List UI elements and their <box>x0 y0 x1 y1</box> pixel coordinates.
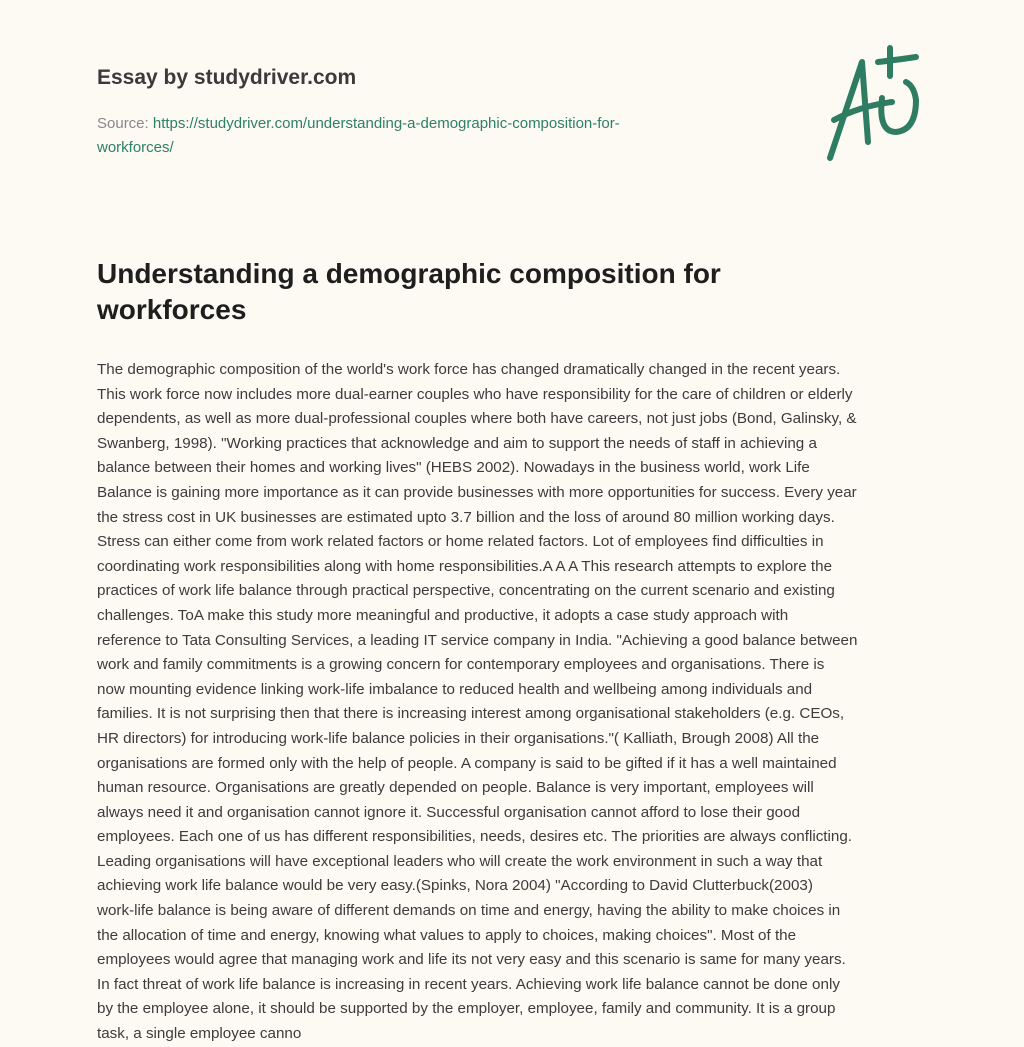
body-text-line: human resource. Organisations are greatly depended on people. Balance is very important, employees will <box>97 779 814 797</box>
body-text-line: Balance is gaining more importance as it can provide businesses with more opportunities for success. Every year <box>97 483 857 501</box>
source-link-line2: workforces/ <box>97 139 174 156</box>
body-text-line: organisations are formed only with the help of people. A company is said to be gifted if it has a well maintained <box>97 754 837 772</box>
body-text-line: Stress can either come from work related factors or home related factors. Lot of employees find difficulties in <box>97 533 824 551</box>
body-text-line: The demographic composition of the world's work force has changed dramatically changed in the recent years. <box>97 361 841 378</box>
body-text-line: work and family commitments is a growing concern for contemporary employees and organisations. There is <box>97 656 825 674</box>
body-text-line: practices of work life balance through practical perspective, concentrating on the current scenario and existing <box>97 582 835 600</box>
source-line <box>97 112 717 160</box>
body-text-line: Swanberg, 1998). "Working practices that acknowledge and aim to support the needs of staff in achieving a <box>97 434 817 452</box>
source-link[interactable] <box>97 115 620 156</box>
article-body <box>97 358 937 1047</box>
body-text-line: balance between their homes and working lives" (HEBS 2002). Nowadays in the business world, work Life <box>97 459 810 477</box>
a-plus-logo-icon <box>820 40 930 165</box>
title-line: Understanding a demographic composition for <box>97 258 721 289</box>
body-text-line: coordinating work responsibilities along with home responsibilities.A A A This research attempts to explore the <box>97 557 833 575</box>
body-text-line: task, a single employee canno <box>97 1025 302 1043</box>
body-text-line: achieving work life balance would be very easy.(Spinks, Nora 2004) "According to David Clutterbuck(2003) <box>97 877 813 895</box>
body-text-line: employees. Each one of us has different responsibilities, needs, desires etc. The priorities are always conflicting. <box>97 828 852 846</box>
body-text-line: the stress cost in UK businesses are estimated upto 3.7 billion and the loss of around 80 million working days. <box>97 508 835 526</box>
title-line: workforces <box>97 294 247 325</box>
body-text-line: HR directors) for introducing work-life balance policies in their organisations."( Kalliath, Brough 2008) All the <box>97 729 820 747</box>
body-text-line: always need it and organisation cannot ignore it. Successful organisation cannot afford to lose their good <box>97 803 801 821</box>
body-text-line: In fact threat of work life balance is increasing in recent years. Achieving work life balance cannot be done only <box>97 975 840 993</box>
article-title <box>97 256 857 328</box>
body-text-line: This work force now includes more dual-earner couples who have responsibility for the care of children or elderly <box>97 385 853 403</box>
body-text-line: dependents, as well as more dual-professional couples where both have careers, not just jobs (Bond, Galinsky, & <box>97 410 857 428</box>
site-title: Essay by studydriver.com <box>97 66 357 89</box>
body-text-line: the allocation of time and energy, knowing what values to apply to choices, making choices". Most of the <box>97 926 797 944</box>
body-text-line: Leading organisations will have exceptional leaders who will create the work environment in such a way that <box>97 852 823 870</box>
body-text-line: employees would agree that managing work and life its not very easy and this scenario is same for many years. <box>97 951 846 969</box>
source-link-line1: https://studydriver.com/understanding-a-demographic-composition-for- <box>152 115 620 132</box>
body-text-line: reference to Tata Consulting Services, a leading IT service company in India. "Achieving a good balance between <box>97 631 858 649</box>
body-text-line: challenges. ToA make this study more meaningful and productive, it adopts a case study approach with <box>97 606 789 624</box>
source-label: Source: <box>97 115 149 132</box>
body-text-line: now mounting evidence linking work-life imbalance to reduced health and wellbeing among individuals and <box>97 680 813 698</box>
body-text-line: by the employee alone, it should be supported by the employer, employee, family and community. It is a group <box>97 1000 836 1018</box>
body-text-line: families. It is not surprising then that there is increasing interest among organisational stakeholders (e.g. CEOs, <box>97 705 845 723</box>
body-text-line: work-life balance is being aware of different demands on time and energy, having the ability to make choices in <box>97 902 841 920</box>
